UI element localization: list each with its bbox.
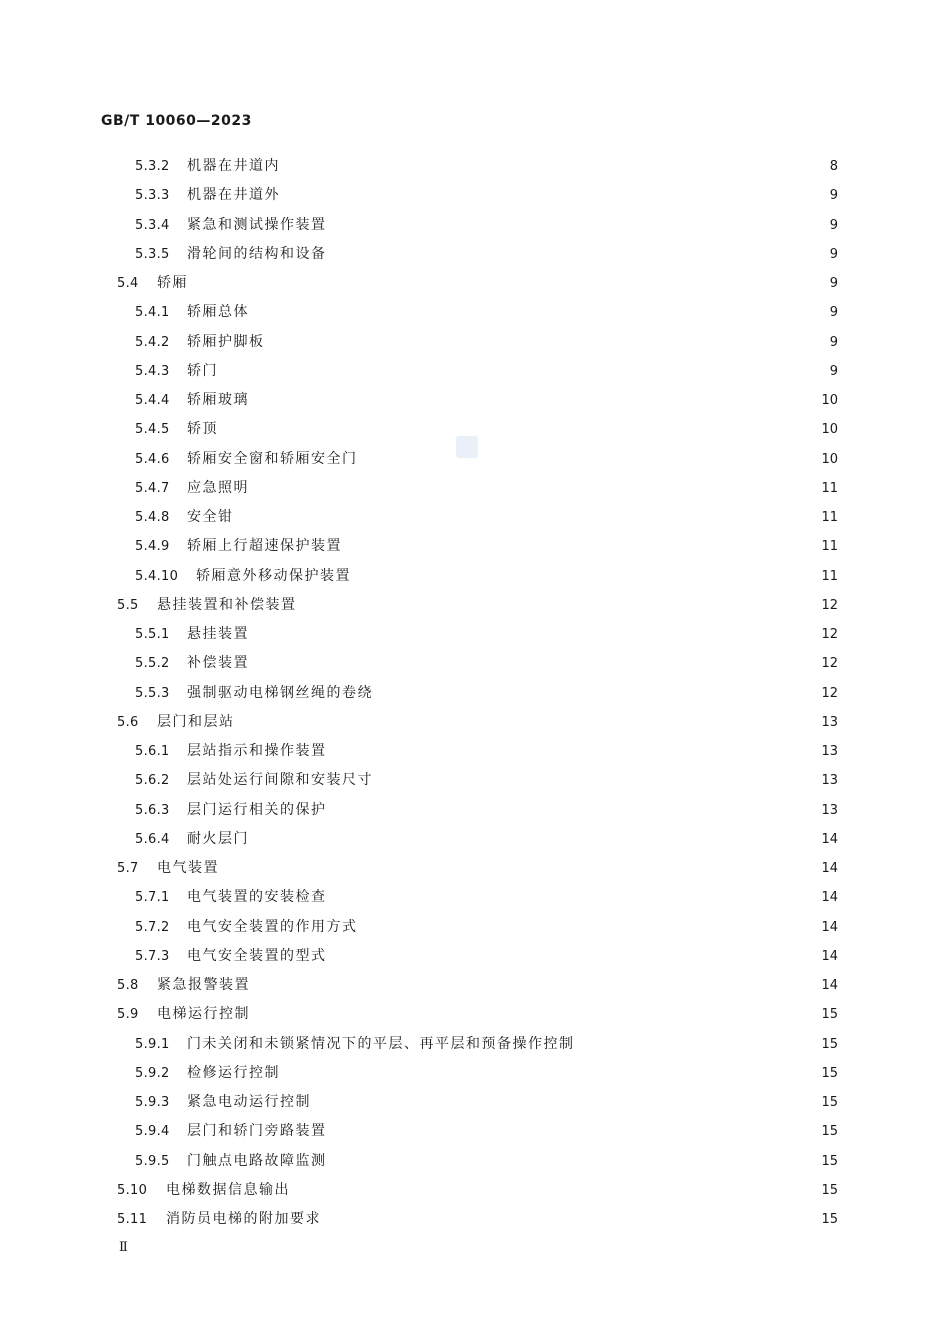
toc-entry-number: 5.9.4 [135,1124,170,1140]
toc-dot-leader [244,503,809,532]
toc-entry-page: 8 [829,159,838,174]
toc-dot-leader [260,971,809,1000]
toc-entry-page: 11 [821,480,838,496]
toc-dot-leader [307,591,809,620]
toc-dot-leader [337,211,818,240]
toc-entry-page: 9 [829,363,838,379]
toc-entry-title: 层站处运行间隙和安装尺寸 [187,772,373,789]
toc-entry-page: 14 [821,831,838,847]
toc-entry-title: 轿厢总体 [187,304,249,321]
toc-entry-page: 12 [821,656,838,672]
toc-entry-number: 5.6.2 [135,773,170,789]
document-code: GB/T 10060—2023 [101,113,252,129]
toc-entry-title: 门触点电路故障监测 [187,1152,327,1169]
toc-entry[interactable] [0,298,950,327]
page-number-footer: Ⅱ [119,1240,128,1255]
toc-entry-page: 10 [821,422,838,438]
toc-entry-title: 紧急报警装置 [157,977,250,993]
toc-entry-title: 机器在井道内 [187,158,280,174]
toc-entry-page: 9 [829,276,838,291]
toc-entry-page: 11 [821,510,838,525]
toc-entry-page: 15 [821,1065,838,1081]
toc-entry-page: 12 [821,627,838,642]
toc-dot-leader [290,152,818,181]
toc-entry-title: 轿厢意外移动保护装置 [196,567,351,584]
toc-entry[interactable] [0,1117,950,1146]
toc-entry-page: 9 [829,246,838,262]
toc-dot-leader [259,620,809,649]
toc-entry[interactable] [0,825,950,854]
toc-entry-number: 5.7.2 [135,919,170,935]
toc-entry-number: 5.4.9 [135,539,170,555]
toc-entry-title: 轿顶 [187,421,218,438]
toc-entry[interactable] [0,796,950,825]
toc-entry-number: 5.4.10 [135,568,179,584]
toc-entry[interactable] [0,708,950,737]
toc-dot-leader [259,386,809,415]
toc-dot-leader [228,357,818,386]
toc-entry-number: 5.6.4 [135,831,170,847]
toc-entry[interactable] [0,328,950,357]
toc-entry-number: 5.4.5 [135,422,170,438]
toc-entry[interactable] [0,1030,950,1059]
toc-entry-page: 13 [821,744,838,759]
toc-entry-number: 5.3.2 [135,159,170,174]
toc-entry-page: 15 [821,1212,838,1227]
toc-entry[interactable] [0,1176,950,1205]
toc-entry[interactable] [0,854,950,883]
toc-dot-leader [260,1000,809,1029]
toc-entry-page: 9 [829,217,838,233]
toc-entry-page: 15 [821,1007,838,1023]
toc-dot-leader [383,679,809,708]
toc-entry-title: 强制驱动电梯钢丝绳的卷绕 [187,684,373,701]
toc-entry[interactable] [0,181,950,210]
toc-entry-number: 5.6 [117,714,139,730]
toc-entry-number: 5.9.5 [135,1153,170,1169]
toc-entry-page: 15 [821,1036,838,1052]
toc-entry[interactable] [0,679,950,708]
toc-entry-title: 电气装置 [157,860,219,876]
toc-entry[interactable] [0,1147,950,1176]
toc-entry-title: 层站指示和操作装置 [187,743,327,759]
toc-entry-number: 5.3.4 [135,217,170,233]
toc-entry-page: 11 [821,568,838,584]
toc-entry-page: 9 [829,334,838,350]
toc-entry-title: 电梯运行控制 [157,1006,250,1023]
toc-entry-page: 13 [821,773,838,789]
toc-entry-number: 5.6.3 [135,802,170,818]
toc-entry[interactable] [0,1059,950,1088]
toc-entry[interactable] [0,942,950,971]
toc-entry-number: 5.4 [117,276,139,291]
toc-entry[interactable] [0,152,950,181]
toc-entry-title: 悬挂装置和补偿装置 [157,596,297,613]
toc-entry-number: 5.5.1 [135,627,170,642]
toc-entry[interactable] [0,503,950,532]
toc-dot-leader [368,445,809,474]
toc-entry-number: 5.6.1 [135,744,170,759]
toc-dot-leader [361,562,809,591]
toc-entry-page: 12 [821,597,838,613]
toc-dot-leader [383,766,809,795]
toc-entry-title: 电气安全装置的作用方式 [187,918,358,935]
toc-entry-number: 5.11 [117,1212,148,1227]
toc-entry[interactable] [0,532,950,561]
toc-entry-title: 轿厢护脚板 [187,333,265,350]
toc-entry-number: 5.4.6 [135,451,170,467]
toc-entry[interactable] [0,1088,950,1117]
toc-entry-number: 5.4.4 [135,393,170,408]
toc-entry-title: 紧急电动运行控制 [187,1094,311,1110]
toc-entry-title: 耐火层门 [187,830,249,847]
toc-dot-leader [290,181,818,210]
toc-dot-leader [198,269,818,298]
toc-entry-page: 14 [821,861,838,876]
toc-entry[interactable] [0,1205,950,1234]
toc-entry[interactable] [0,649,950,678]
toc-entry-page: 14 [821,978,838,993]
toc-entry[interactable] [0,971,950,1000]
toc-entry[interactable] [0,240,950,269]
toc-entry[interactable] [0,913,950,942]
toc-dot-leader [352,532,809,561]
toc-dot-leader [585,1030,809,1059]
toc-dot-leader [337,737,809,766]
toc-entry-title: 层门运行相关的保护 [187,801,327,818]
toc-dot-leader [259,825,809,854]
toc-dot-leader [290,1059,809,1088]
toc-entry-page: 14 [821,919,838,935]
toc-entry[interactable] [0,357,950,386]
toc-entry[interactable] [0,883,950,912]
toc-entry-number: 5.9 [117,1007,139,1023]
toc-entry-page: 13 [821,802,838,818]
toc-entry[interactable] [0,562,950,591]
toc-entry-number: 5.5.3 [135,685,170,701]
toc-entry-title: 轿厢安全窗和轿厢安全门 [187,450,358,467]
toc-entry[interactable] [0,474,950,503]
toc-entry-title: 电梯数据信息输出 [166,1181,290,1198]
toc-entry-title: 安全钳 [187,509,234,525]
toc-entry[interactable] [0,1000,950,1029]
toc-entry-number: 5.3.5 [135,246,170,262]
toc-entry-title: 轿厢玻璃 [187,392,249,408]
toc-entry-title: 补偿装置 [187,655,249,672]
toc-dot-leader [300,1176,809,1205]
toc-entry[interactable] [0,415,950,444]
toc-entry-title: 滑轮间的结构和设备 [187,245,327,262]
toc-entry-page: 11 [821,539,838,555]
toc-entry[interactable] [0,386,950,415]
toc-dot-leader [321,1088,809,1117]
toc-entry-title: 轿厢上行超速保护装置 [187,538,342,555]
toc-entry[interactable] [0,620,950,649]
toc-entry-number: 5.4.8 [135,510,170,525]
toc-entry-page: 15 [821,1153,838,1169]
toc-entry-number: 5.5.2 [135,656,170,672]
toc-entry-number: 5.4.7 [135,480,170,496]
toc-entry-number: 5.9.2 [135,1065,170,1081]
toc-dot-leader [228,415,809,444]
toc-entry-title: 电气装置的安装检查 [187,889,327,906]
toc-dot-leader [259,474,809,503]
toc-dot-leader [337,942,809,971]
toc-entry-page: 12 [821,685,838,701]
toc-dot-leader [331,1205,809,1234]
toc-dot-leader [259,649,809,678]
toc-entry-page: 10 [821,393,838,408]
toc-dot-leader [337,1117,809,1146]
toc-entry-number: 5.8 [117,978,139,993]
toc-entry-number: 5.4.1 [135,305,170,321]
toc-entry-number: 5.5 [117,597,139,613]
toc-entry-page: 9 [829,188,838,204]
toc-entry-number: 5.7 [117,861,139,876]
toc-entry[interactable] [0,269,950,298]
toc-dot-leader [337,1147,809,1176]
toc-entry-page: 14 [821,890,838,906]
toc-entry[interactable] [0,591,950,620]
toc-entry-title: 悬挂装置 [187,626,249,642]
toc-entry-page: 13 [821,714,838,730]
toc-entry-number: 5.3.3 [135,188,170,204]
toc-entry-page: 9 [829,305,838,321]
toc-dot-leader [337,240,818,269]
toc-entry-number: 5.7.1 [135,890,170,906]
toc-entry-title: 检修运行控制 [187,1064,280,1081]
toc-entry-number: 5.10 [117,1182,148,1198]
toc-entry[interactable] [0,211,950,240]
toc-dot-leader [259,298,818,327]
toc-entry-title: 层门和轿门旁路装置 [187,1123,327,1140]
toc-entry-title: 门未关闭和未锁紧情况下的平层、再平层和预备操作控制 [187,1035,575,1052]
toc-entry-title: 电气安全装置的型式 [187,947,327,964]
toc-dot-leader [368,913,809,942]
toc-entry-number: 5.9.3 [135,1095,170,1110]
toc-entry-title: 应急照明 [187,479,249,496]
toc-entry-page: 15 [821,1095,838,1110]
toc-entry[interactable] [0,737,950,766]
toc-entry-page: 15 [821,1182,838,1198]
toc-dot-leader [337,883,809,912]
toc-entry-title: 轿厢 [157,275,188,291]
toc-entry[interactable] [0,445,950,474]
toc-entry-title: 紧急和测试操作装置 [187,216,327,233]
toc-entry-page: 15 [821,1124,838,1140]
toc-dot-leader [229,854,809,883]
toc-entry-number: 5.7.3 [135,948,170,964]
toc-entry-number: 5.4.3 [135,363,170,379]
toc-entry-title: 层门和层站 [157,713,235,730]
toc-dot-leader [337,796,809,825]
toc-entry-title: 消防员电梯的附加要求 [166,1211,321,1227]
toc-entry-page: 10 [821,451,838,467]
toc-entry-number: 5.4.2 [135,334,170,350]
toc-entry-page: 14 [821,948,838,964]
toc-entry-title: 机器在井道外 [187,187,280,204]
toc-dot-leader [245,708,809,737]
toc-dot-leader [275,328,818,357]
toc-entry-number: 5.9.1 [135,1036,170,1052]
toc-entry-title: 轿门 [187,362,218,379]
toc-entry[interactable] [0,766,950,795]
